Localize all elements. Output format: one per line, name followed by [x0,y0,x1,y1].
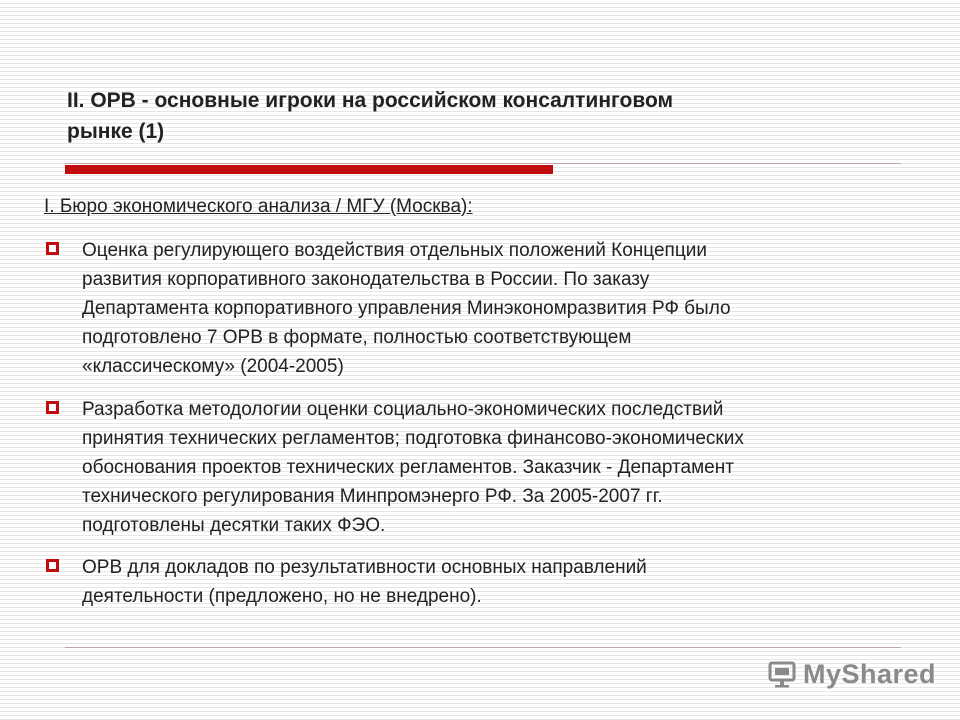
bullet-item-1 [44,236,894,381]
bullet-line: Оценка регулирующего воздействия отдельных положений Концепции [82,240,707,261]
slide-title-line-2: рынке (1) [67,120,165,143]
watermark-logo[interactable] [767,656,936,692]
watermark-text: MyShared [803,658,937,689]
presentation-screen-icon [767,659,797,689]
bullet-line: подготовлено 7 ОРВ в формате, полностью соответствующем [82,327,632,348]
bullet-line: обоснования проектов технических регламентов. Заказчик - Департамент [82,457,734,478]
bullet-line: развития корпоративного законодательства в России. По заказу [82,269,650,290]
title-divider-thin [65,163,901,164]
bullet-line: принятия технических регламентов; подготовка финансово-экономических [82,428,744,449]
footer-divider [65,647,901,648]
bullet-line: «классическому» (2004-2005) [82,356,344,377]
bullet-line: ОРВ для докладов по результативности основных направлений [82,557,647,578]
bullet-line: Департамента корпоративного управления Минэкономразвития РФ было [82,298,731,319]
bullet-item-3 [44,553,894,611]
bullet-text [82,553,894,611]
slide-title-line-1: II. ОРВ - основные игроки на российском консалтинговом [67,89,674,112]
bullet-line: подготовлены десятки таких ФЭО. [82,515,386,536]
bullet-line: технического регулирования Минпромэнерго РФ. За 2005-2007 гг. [82,486,663,507]
title-divider-accent [65,165,553,174]
bullet-text [82,236,894,381]
section-heading: I. Бюро экономического анализа / МГУ (Москва): [44,196,473,217]
bullet-text [82,395,894,540]
square-bullet-icon [46,401,59,414]
square-bullet-icon [46,559,59,572]
slide-title [67,85,867,147]
square-bullet-icon [46,242,59,255]
bullet-item-2 [44,395,894,540]
bullet-line: Разработка методологии оценки социально-экономических последствий [82,399,724,420]
bullet-line: деятельности (предложено, но не внедрено). [82,586,482,607]
